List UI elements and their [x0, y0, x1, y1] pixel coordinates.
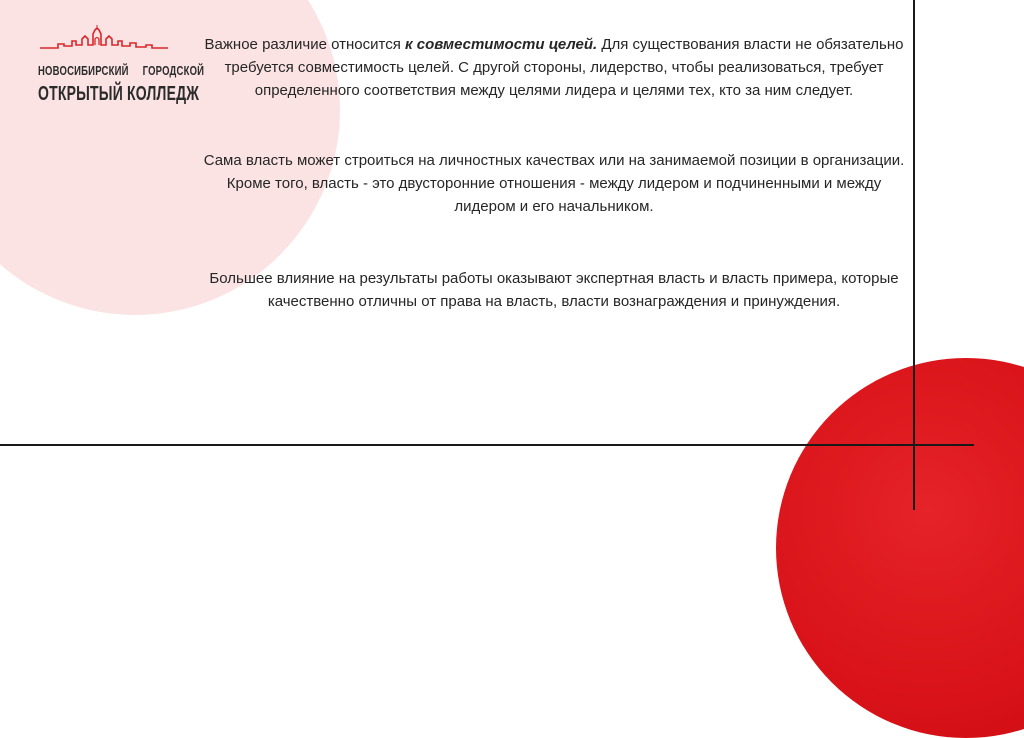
paragraph-goal-compatibility: Важное различие относится к совместимости целей. Для существования власти не обязательно требуется совместимость целей. С другой стороны, лидерство, чтобы реализоваться, требует определенного соответствия между целями лидера и целями тех, кто за ним следует. — [204, 36, 904, 99]
paragraph-expert-power: Большее влияние на результаты работы оказывают экспертная власть и власть примера, которые качественно отличны от права на власть, власти вознаграждения и принуждения. — [209, 270, 899, 310]
horizontal-rule — [0, 444, 974, 446]
skyline-icon — [38, 24, 172, 52]
logo-text-bottom: ОТКРЫТЫЙ КОЛЛЕДЖ — [38, 81, 200, 105]
logo-text-top: НОВОСИБИРСКИЙ ГОРОДСКОЙ — [38, 64, 205, 79]
emphasis-text: к совместимости целей. — [405, 36, 598, 53]
decor-circle-red — [776, 358, 1024, 738]
college-logo — [38, 24, 205, 114]
paragraph-power-basis: Сама власть может строиться на личностных качествах или на занимаемой позиции в организации. Кроме того, власть - это двусторонние отношения - между лидером и подчиненными и между лидером и его начальником. — [203, 152, 905, 215]
vertical-rule — [913, 0, 915, 510]
